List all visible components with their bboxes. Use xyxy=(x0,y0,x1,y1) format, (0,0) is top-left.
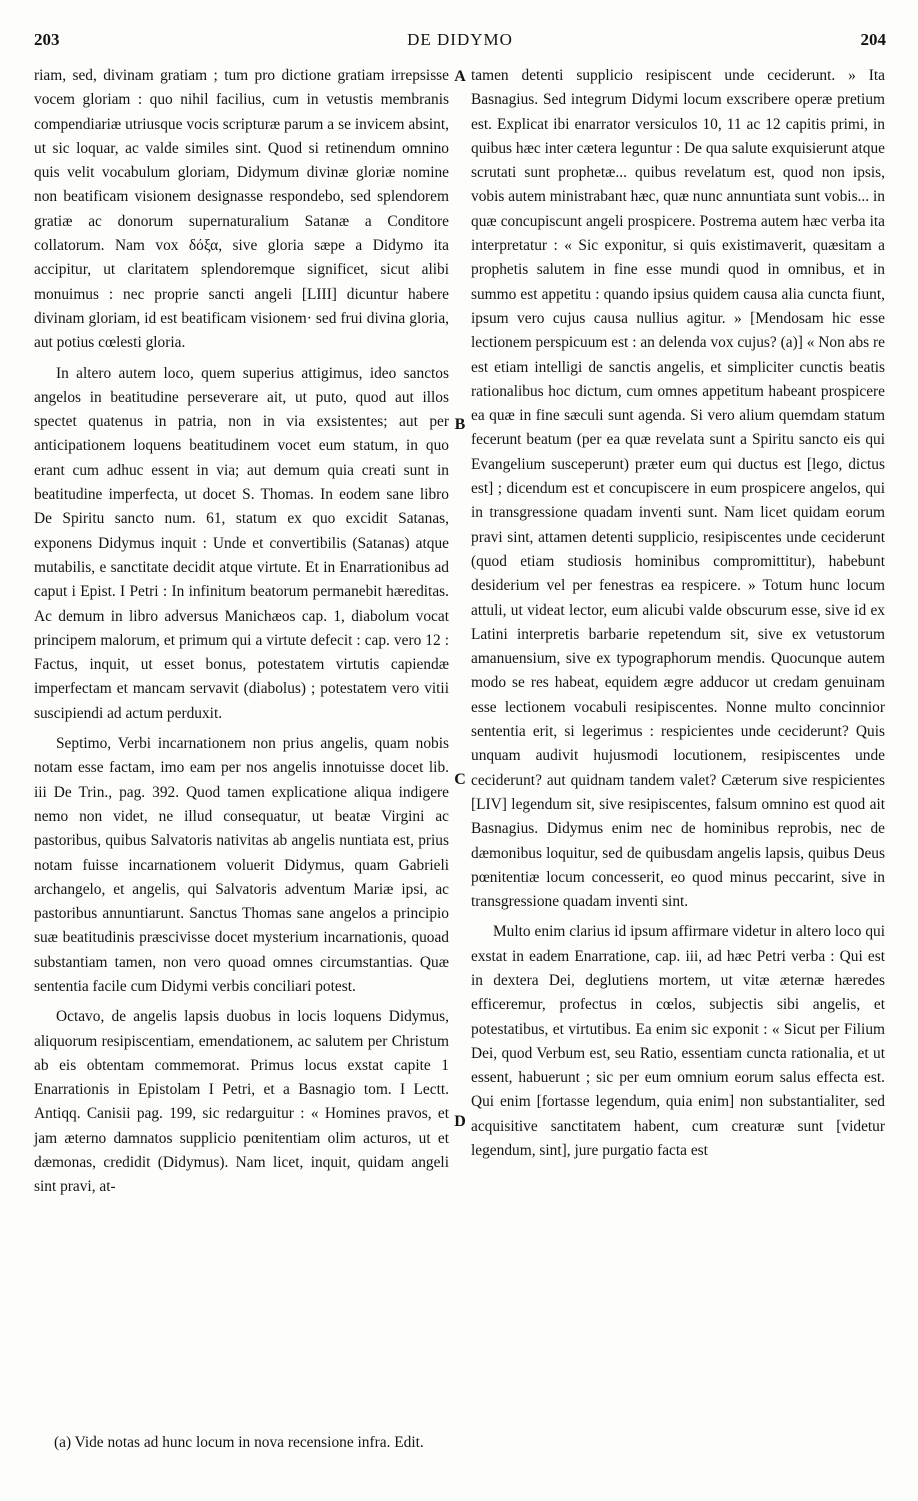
footnote: (a) Vide notas ad hunc locum in nova recensione infra. Edit. xyxy=(54,1434,424,1451)
right-column xyxy=(471,64,885,1163)
section-marker-a: A xyxy=(454,68,466,85)
right-paragraph-2: Multo enim clarius id ipsum affirmare videtur in altero loco qui exstat in eadem Enarratione, cap. iii, ad hæc Petri verba : Qui est in dextera Dei, deglutiens mortem, ut vitæ æternæ hæredes efficeremur, profectus in cœlos, subjectis sibi angelis, et potestatibus, et virtutibus. Ea enim sic exponit : « Sicut per Filium Dei, quod Verbum est, seu Ratio, essentiam cuncta rationalia, et ut essent, habuerunt ; sic per eum omnium eorum salus effecta est. Qui enim [fortasse legendum, quia enim] non substantialiter, sed acquisitive sanctitatem habent, cum creaturæ sunt [videtur legendum, sint], jure purgatio facta est xyxy=(471,923,885,1160)
section-marker-d: D xyxy=(454,1113,466,1130)
section-marker-c: C xyxy=(454,771,466,788)
right-paragraph-1: tamen detenti supplicio resipiscent unde ceciderunt. » Ita Basnagius. Sed integrum Didymi locum exscribere operæ pretium est. Explicat ibi enarrator versiculos 10, 11 ac 12 capitis primi, in quibus hæc inter cætera leguntur : De qua salute exquisierunt atque scrutati sunt prophetæ... quibus revelatum est, quod non ipsis, vobis autem ministrabant hæc, quæ nunc annuntiata sunt vobis... in quæ concupiscunt angeli prospicere. Postrema autem hæc verba ita interpretatur : « Sic exponitur, si quis existimaverit, quæsitam a prophetis salutem in fine esse mundi quod in omnibus, et in summo est appetitu : quando ipsius quidem causa alia cuncta fiunt, ipsum vero cujus causa nullius agitur. » [Mendosam hic esse lectionem perspicuum est : an delenda vox cujus? (a)] « Non abs re est etiam intelligi de sanctis angelis, et simpliciter cunctis beatis rationalibus hoc dictum, cum omnes appetitum habeant prospicere ea quæ in fine sæculi sunt agenda. Si vero alium quemdam statum fecerunt beatum (per ea quæ revelata sunt a Spiritu sancto eis qui Evangelium susceperunt) præter eum qui ductus est [lego, dictus est] ; dicendum est et concupiscere in eum prospicere angelos, qui in transgressione quadam inventi sunt. Nam licet quidam eorum pravi sint, attamen detenti supplicio, resipiscentes unde ceciderunt (quod etiam studiosis hominibus compromittitur), habebunt desiderium vel per fenestras ea respicere. » Totum hunc locum attuli, ut videat lector, eum alicubi valde obscurum esse, sive id ex Latini interpretis barbarie repetendum sit, sive ex vetustorum amanuensium, sive ex typographorum mendis. Quocunque autem modo se res habeat, equidem ægre adducor ut credam genuinam esse lectionem vocabuli resipiscentes. Nonne multo concinnior sententia erit, si legerimus : respicientes unde ceciderunt? Quis unquam audivit hujusmodi locutionem, resipiscentes unde ceciderunt? aut quidnam tandem valet? Cæterum sive respicientes [LIV] legendum sit, sive resipiscentes, falsum omnino est quod ait Basnagius. Didymus enim nec de hominibus reprobis, nec de dæmonibus loquitur, sed de quibusdam angelis lapsis, quibus Deus pœnitentiæ locum concesserit, eo quod minus peccarint, sive in transgressione quadam inventi sint. xyxy=(471,67,885,911)
page-number-right: 204 xyxy=(860,30,886,49)
left-paragraph-3: Septimo, Verbi incarnationem non prius angelis, quam nobis notam esse factam, imo eam per nos angelis innotuisse docet lib. iii De Trin., pag. 392. Quod tamen explicatione aliqua indigere nemo non videt, ne illud consequatur, ut beatæ Virgini ac pastoribus, quibus Salvatoris nativitas ab angelis nuntiata est, prius notam fuisse incarnationem voluerit Didymus, quam Gabrieli archangelo, et angelis, qui Salvatoris adventum Mariæ ipsi, ac pastoribus annuntiarunt. Sanctus Thomas sane angelos a principio suæ beatitudinis præscivisse docet mysterium incarnationis, quoad substantiam tamen, non vero quoad omnes circumstantias. Quæ sententia facile cum Didymi verbis conciliari potest. xyxy=(34,735,449,995)
section-marker-b: B xyxy=(454,416,466,433)
left-column xyxy=(34,64,449,1200)
left-paragraph-4: Octavo, de angelis lapsis duobus in locis loquens Didymus, aliquorum resipiscentiam, emendationem, ac salutem per Christum ab eis obtentam commemorat. Primus locus exstat capite 1 Enarrationis in Epistolam I Petri, et a Basnagio tom. I Lectt. Antiqq. Canisii pag. 199, sic redarguitur : « Homines pravos, et jam æterno damnatos supplicio pœnitentiam olim acturos, ut et dæmonas, credidit (Didymus). Nam licet, inquit, quidam angeli sint pravi, at- xyxy=(34,1008,449,1196)
page-number-left: 203 xyxy=(34,30,60,49)
running-header xyxy=(34,30,886,52)
left-paragraph-2: In altero autem loco, quem superius attigimus, ideo sanctos angelos in beatitudine perseverare ait, ut puto, quod aut illos spectet quatenus in patria, non in via exsistentes; aut per anticipationem loquens beatitudinem vocet eum statum, in quo erant cum adhuc essent in via; aut demum quia creati sunt in beatitudine imperfecta, ut docet S. Thomas. In eodem sane libro De Spiritu sancto num. 61, statum ex quo excidit Satanas, exponens Didymus inquit : Unde et convertibilis (Satanas) atque mutabilis, e sanctitate decidit atque virtute. Et in Enarrationibus ad caput i Epist. I Petri : In infinitum beatorum permanebit hæreditas. Ac demum in libro adversus Manichæos cap. 1, diabolum vocat principem malorum, et primum qui a virtute defecit : cap. vero 12 : Factus, inquit, ut esset bonus, potestatem virtutis capiendæ imperfectam et mancam servavit (diabolus) ; potestatem vero vitii suscipiendi ad actum perduxit. xyxy=(34,364,449,722)
running-title: DE DIDYMO xyxy=(407,30,513,49)
left-paragraph-1: riam, sed, divinam gratiam ; tum pro dictione gratiam irrepsisse vocem gloriam : quo nihil facilius, cum in vetustis membranis compendiariæ utriusque vocis scripturæ parum a se invicem absint, ut sic loquar, ac valde similes sint. Quod si retinendum omnino quis velit vocabulum gloriam, Didymum divinæ gloriæ nomine non beatificam visionem designasse respondebo, sed splendorem gratiæ ac donorum supernaturalium Satanæ a Conditore collatorum. Nam vox δόξα, sive gloria sæpe a Didymo ita accipitur, ut claritatem splendoremque significet, sicut alibi monuimus : nec proprie sancti angeli [LIII] dicuntur habere divinam gloriam, id est beatificam visionem· sed frui divina gloria, aut potius cœlesti gloria. xyxy=(34,67,449,352)
